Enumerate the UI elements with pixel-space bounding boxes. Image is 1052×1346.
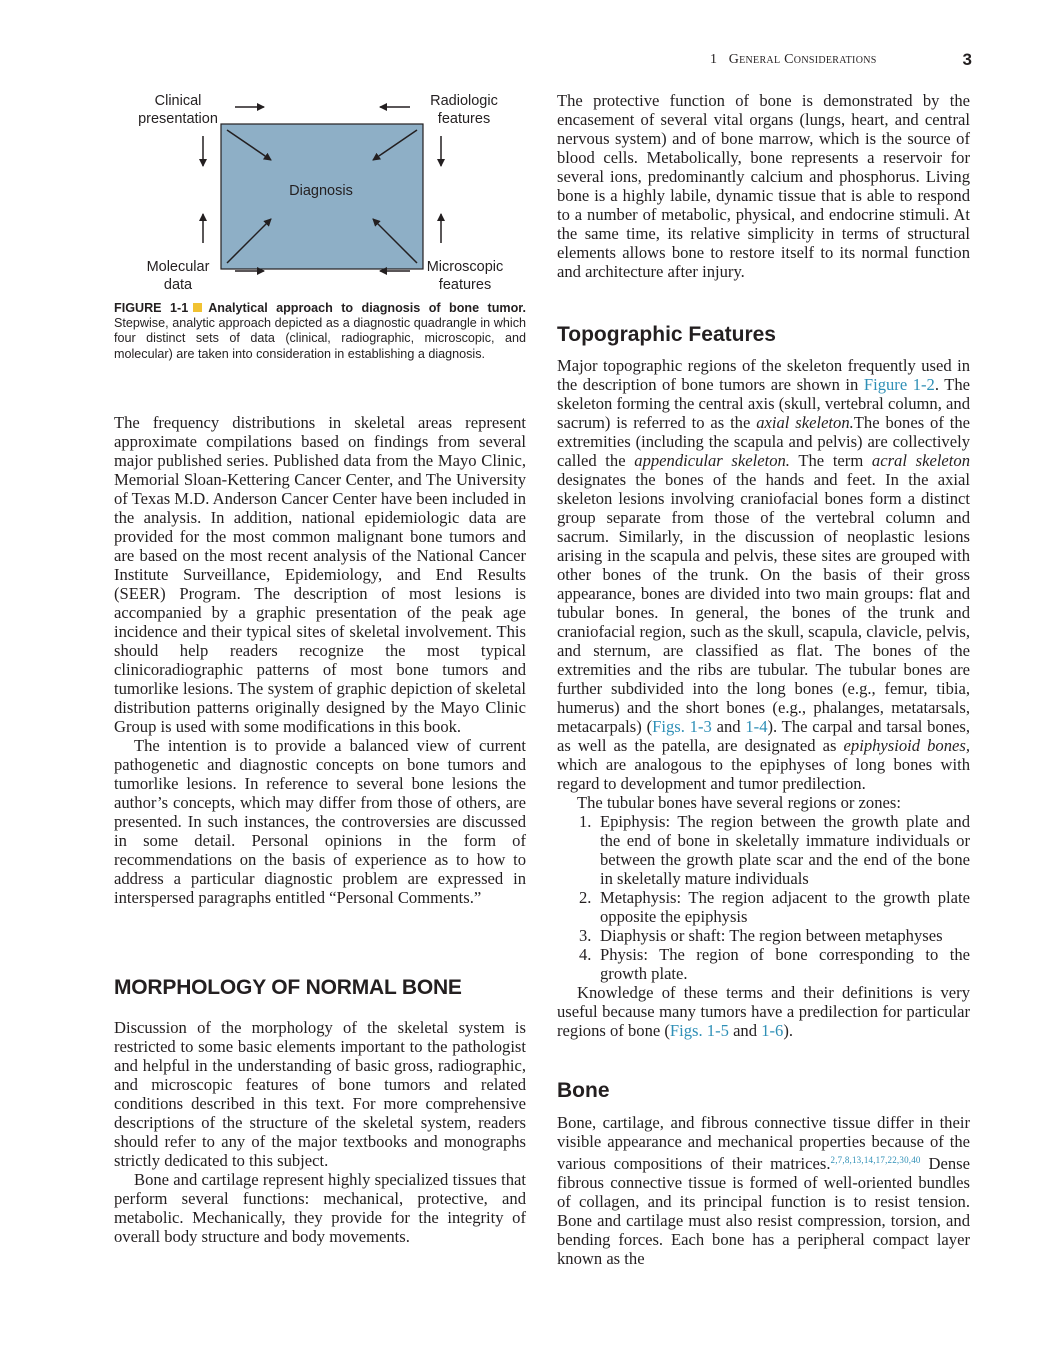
paragraph-knowledge: Knowledge of these terms and their definitions is very useful because many tumors have a predilection for particular regions of bone (Figs. 1-5 and 1-6). xyxy=(557,983,970,1040)
label-radiologic-features: Radiologic features xyxy=(430,93,498,127)
zones-list xyxy=(557,812,970,983)
link-figs-1-3[interactable]: Figs. 1-3 xyxy=(652,717,712,736)
caption-title: Analytical approach to diagnosis of bone tumor. xyxy=(208,301,526,315)
heading-bone: Bone xyxy=(557,1079,610,1102)
running-head-chapter: 1 General Considerations xyxy=(710,52,877,67)
list-item: 4. Physis: The region of bone corresponding to the growth plate. xyxy=(579,945,970,983)
reference-superscript[interactable]: 2,7,8,13,14,17,22,30,40 xyxy=(830,1155,921,1165)
label-microscopic-features: Microscopic features xyxy=(426,259,504,293)
paragraph-frequency-distributions: The frequency distributions in skeletal areas represent approximate compilations based on findings from several major published series. Published data from the Mayo Clinic, Memorial Sloan-Kettering Cancer Center, and The University of Texas M.D. Anderson Cancer Center have been included in the analysis. In addition, national epidemiologic data are provided for the most common malignant bone tumors and are based on the most recent analysis of the National Cancer Institute Surveillance, Epidemiology, and End Results (SEER) Program. The description of most lesions is accompanied by a graphic presentation of the peak age incidence and their typical sites of skeletal involvement. This should help readers recognize the most typical clinicoradiographic patterns of most bone tumors and tumorlike lesions. The system of graphic depiction of skeletal distribution patterns originally designed by the Mayo Clinic Group is used with some modifications in this book. xyxy=(114,413,526,736)
paragraph-zones-intro: The tubular bones have several regions or zones: xyxy=(577,793,901,812)
paragraph-intention: The intention is to provide a balanced view of current pathogenetic and diagnostic concepts on bone tumors and tumorlike lesions. In reference to several bone lesions the author’s concepts, which may differ from those of others, are presented. In such instances, the controversies are discussed in some detail. Personal opinions in the form of recommendations on the basis of experience as to how to address a particular diagnostic problem are expressed in interspersed paragraphs entitled “Personal Comments.” xyxy=(114,736,526,907)
page-number: 3 xyxy=(962,50,972,69)
section-heading-morphology: MORPHOLOGY OF NORMAL BONE xyxy=(114,976,462,999)
caption-text: Stepwise, analytic approach depicted as a diagnostic quadrangle in which four distinct sets of data (clinical, radiographic, microscopic, and molecular) are taken into consideration in establishing a diagnosis. xyxy=(114,316,526,361)
label-clinical-presentation: Clinical presentation xyxy=(138,93,218,127)
link-fig-1-6[interactable]: 1-6 xyxy=(761,1021,784,1040)
link-figure-1-2[interactable]: Figure 1-2 xyxy=(863,375,935,394)
paragraph-bone-cartilage: Bone and cartilage represent highly specialized tissues that perform several functions: mechanical, protective, and metabolic. Mechanically, they provide for the integrity of overall body structure and body movements. xyxy=(114,1170,526,1246)
link-fig-1-4[interactable]: 1-4 xyxy=(745,717,768,736)
paragraph-protective-function: The protective function of bone is demonstrated by the encasement of several vital organs (lungs, heart, and central nervous system) and of bone marrow, which is the source of blood cells. Metabolically, bone represents a reservoir for several ions, predominantly calcium and phosphorus. Living bone is a highly labile, dynamic tissue that is able to respond to a number of metabolic, physical, and endocrine stimuli. At the same time, its relative simplicity in terms of structural elements allows bone to restore itself to its normal function and architecture after injury. xyxy=(557,91,970,281)
figure-caption xyxy=(114,301,526,362)
link-figs-1-5[interactable]: Figs. 1-5 xyxy=(669,1021,729,1040)
caption-figure-number: FIGURE 1-1 xyxy=(114,301,189,315)
diagnostic-quadrangle-figure xyxy=(114,88,526,293)
label-molecular-data: Molecular data xyxy=(146,259,210,293)
paragraph-discussion: Discussion of the morphology of the skeletal system is restricted to some basic elements important to the pathologist and helpful in the understanding of basic gross, radiographic, and microscopic features of bone tumors and related conditions described in this text. For more comprehensive descriptions of the structure of the skeletal system, readers should refer to any of the major textbooks and monographs strictly dedicated to this subject. xyxy=(114,1018,526,1170)
heading-topographic-features: Topographic Features xyxy=(557,323,776,346)
label-diagnosis: Diagnosis xyxy=(289,183,353,199)
list-item: 3. Diaphysis or shaft: The region between metaphyses xyxy=(579,926,943,945)
list-item: 2. Metaphysis: The region adjacent to the growth plate opposite the epiphysis xyxy=(579,888,970,926)
list-item: 1. Epiphysis: The region between the growth plate and the end of bone in skeletally immature individuals or between the growth plate scar and the end of the bone in skeletally mature individuals xyxy=(579,812,970,888)
paragraph-topographic: Major topographic regions of the skeleton frequently used in the description of bone tumors are shown in Figure 1-2. The skeleton forming the central axis (skull, vertebral column, and sacrum) is referred to as the axial skeleton.The bones of the extremities (including the scapula and pelvis) are collectively called the appendicular skeleton. The term acral skeleton designates the bones of the hands and feet. In the axial skeleton lesions involving craniofacial bones form a distinct group separate from those of the vertebral column and sacrum. Similarly, in the discussion of neoplastic lesions arising in the scapula and pelvis, these sites are grouped with other bones of the trunk. On the basis of their gross appearance, bones are divided into two main groups: flat and tubular bones. In general, the bones of the trunk and craniofacial region, such as the skull, scapula, clavicle, pelvis, and sternum, are classified as flat. The bones of the extremities and the ribs are tubular. The tubular bones are further subdivided into the long bones (e.g., femur, tibia, humerus) and the short bones (e.g., phalanges, metatarsals, metacarpals) (Figs. 1-3 and 1-4). The carpal and tarsal bones, as well as the patella, are designated as epiphysioid bones, which are analogous to the epiphyses of long bones with regard to development and tumor predilection. xyxy=(557,356,971,793)
running-head xyxy=(700,52,972,72)
caption-square-icon xyxy=(193,303,202,312)
paragraph-bone: Bone, cartilage, and fibrous connective tissue differ in their visible appearance and mechanical properties because of the various compositions of their matrices.$^{2,7,8,13,14,17,22,30,40}$ Dense fibrous connective tissue is formed of well-oriented bundles of collagen, and its principal function is to resist tension. Bone and cartilage must also resist compression, torsion, and bending forces. Each bone has a peripheral compact layer known as the xyxy=(557,1113,970,1268)
